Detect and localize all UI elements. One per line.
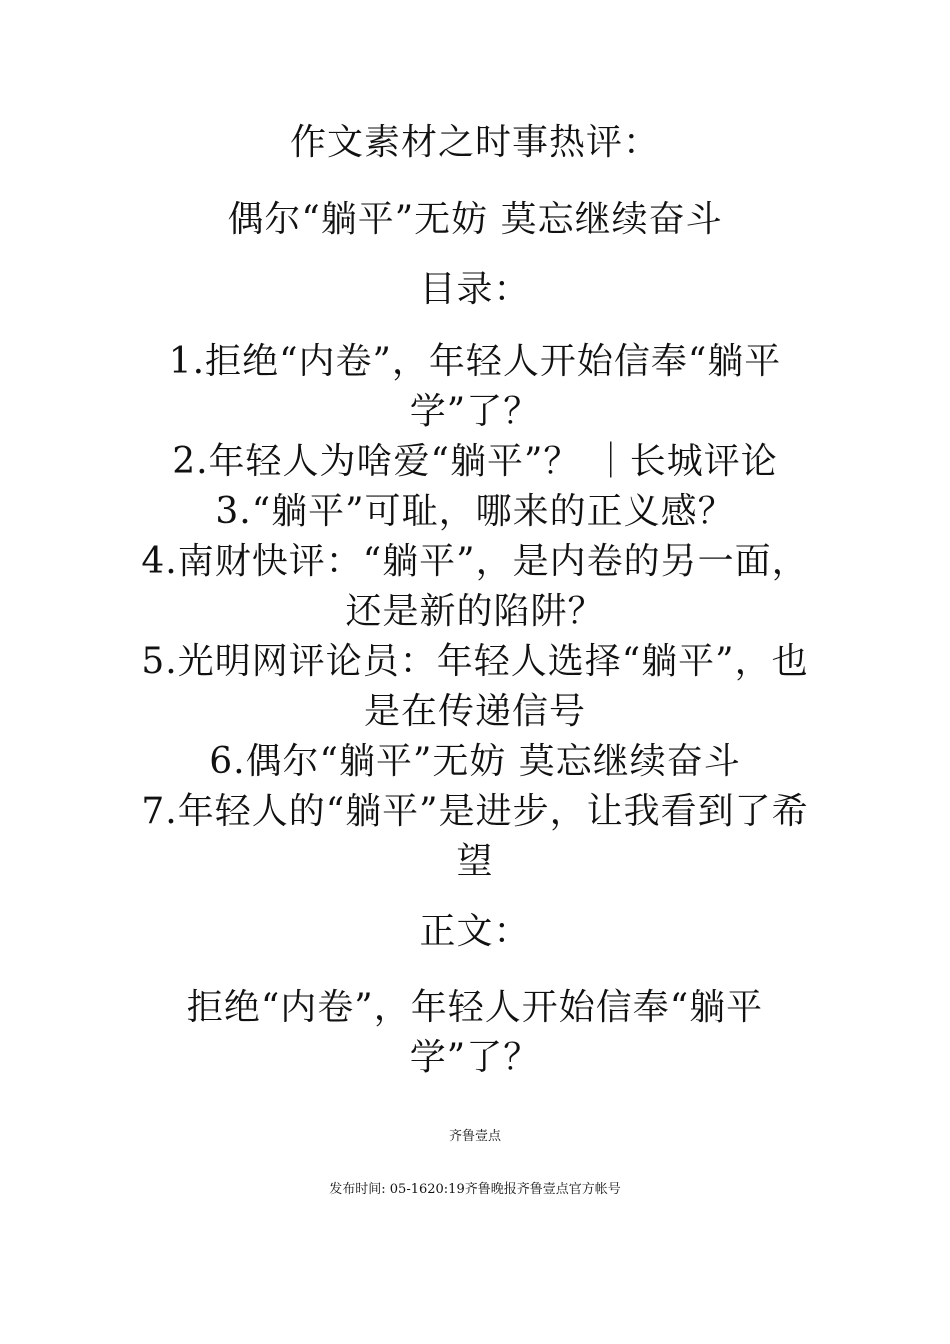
article-title: 拒绝“内卷”，年轻人开始信奉“躺平学”了？ [186, 987, 764, 1078]
article-source: 齐鲁壹点 [448, 1129, 501, 1144]
toc-item-1: 1.拒绝“内卷”，年轻人开始信奉“躺平学”了？ [168, 341, 782, 432]
publish-info: 发布时间: 05-1620:19齐鲁晚报齐鲁壹点官方帐号 [329, 1182, 621, 1197]
toc-item-3: 3.“躺平”可耻，哪来的正义感？ [215, 491, 735, 532]
toc-item-2: 2.年轻人为啥爱“躺平”？ ｜长城评论 [172, 441, 778, 482]
document-title-line2: 偶尔“躺平”无妨 莫忘继续奋斗 [227, 199, 723, 240]
body-heading: 正文： [419, 911, 531, 952]
document-title-line1: 作文素材之时事热评： [289, 122, 660, 163]
toc-item-4: 4.南财快评：“躺平”，是内卷的另一面，还是新的陷阱？ [141, 541, 809, 632]
toc-item-7: 7.年轻人的“躺平”是进步，让我看到了希望 [141, 791, 809, 882]
table-of-contents [138, 337, 812, 887]
toc-item-5: 5.光明网评论员：年轻人选择“躺平”，也是在传递信号 [141, 641, 809, 732]
toc-item-6: 6.偶尔“躺平”无妨 莫忘继续奋斗 [209, 741, 741, 782]
toc-heading: 目录： [419, 269, 531, 310]
